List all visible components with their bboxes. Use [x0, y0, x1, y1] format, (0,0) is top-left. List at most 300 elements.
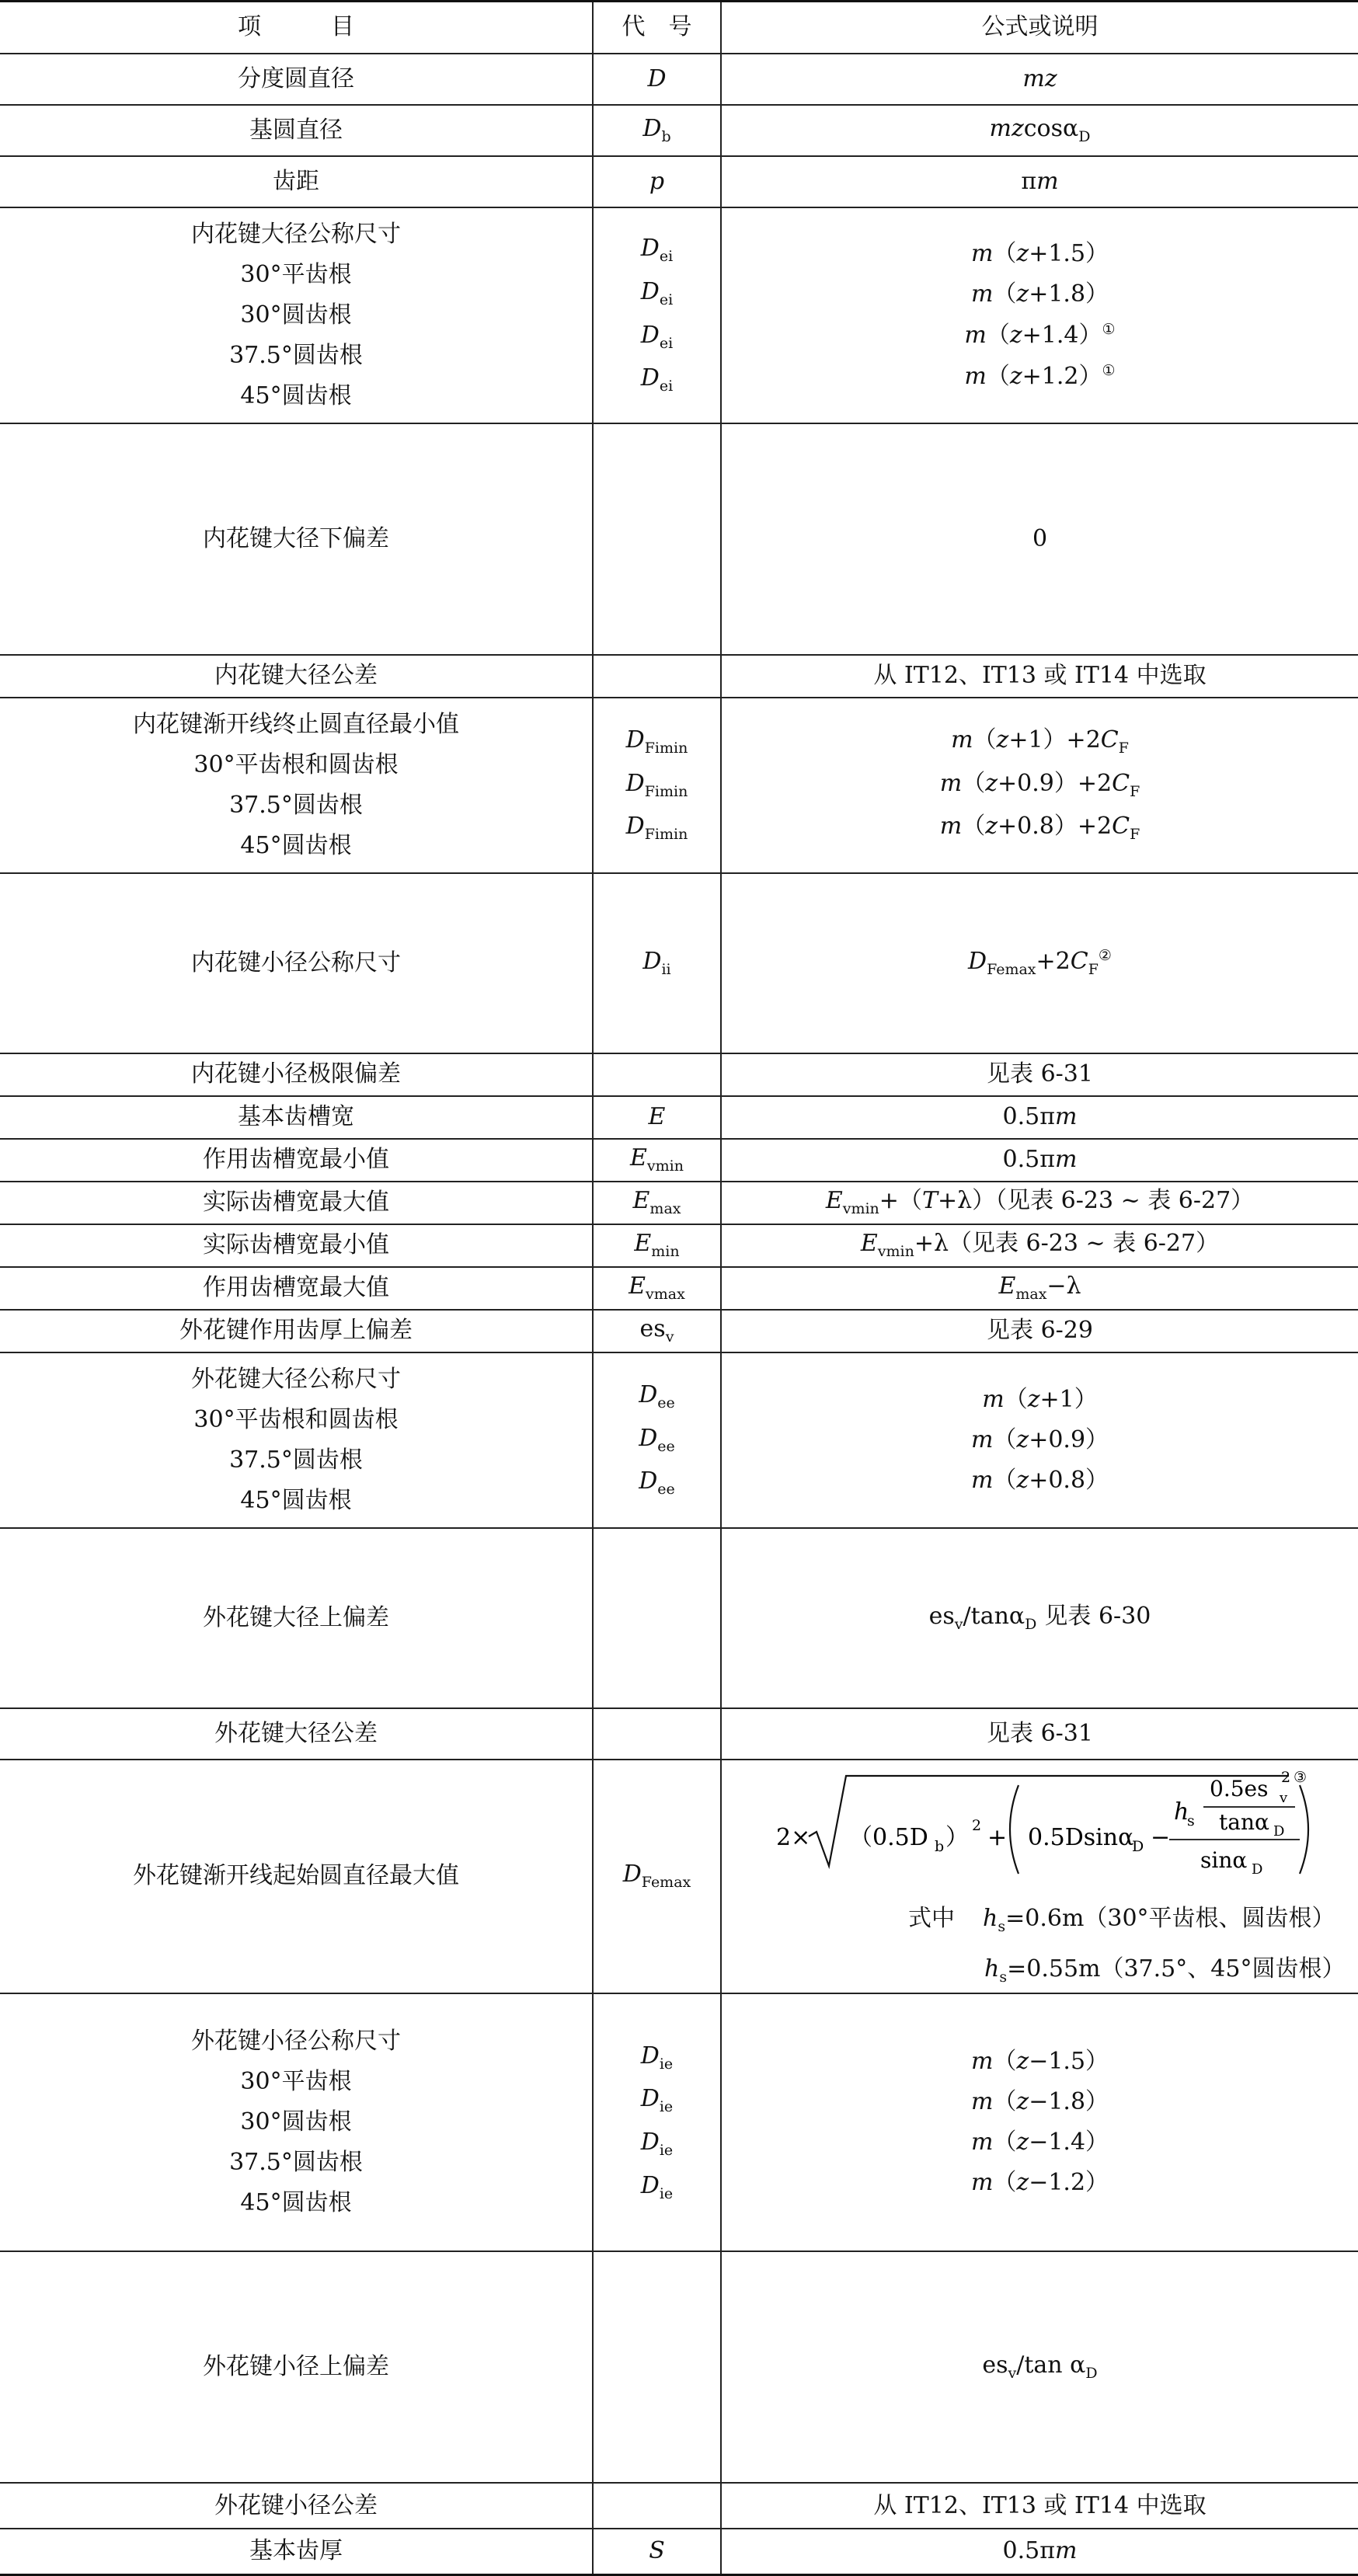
symbol-main: D	[642, 114, 662, 142]
item-cell	[0, 423, 593, 655]
table-row	[0, 423, 1358, 655]
symbol	[594, 1425, 720, 1456]
item-subitem: 30°平齿根	[240, 2068, 352, 2096]
symbol-subscript: ei	[659, 247, 674, 265]
symbol-cell	[593, 105, 721, 156]
symbol-subscript: ee	[657, 1437, 675, 1455]
table-row	[0, 2529, 1358, 2574]
item-cell	[0, 1053, 593, 1096]
symbol-main: D	[640, 364, 660, 392]
formula-cell	[721, 1182, 1358, 1224]
item-subitem: 37.5°圆齿根	[229, 791, 363, 819]
table-row	[0, 1352, 1358, 1528]
num-h-sub: s	[1186, 1812, 1195, 1829]
note-prefix: 式中	[908, 1904, 955, 1932]
formula-part-a-subscript: Femax	[987, 961, 1036, 979]
item-cell	[0, 1310, 593, 1352]
formula-subscript: F	[1130, 782, 1140, 800]
table-row	[0, 1096, 1358, 1139]
symbol-main: E	[630, 1144, 647, 1172]
formula-note	[908, 1905, 1358, 1936]
item-cell	[0, 1993, 593, 2251]
item-subitem: 30°平齿根	[240, 260, 352, 288]
item-name: 外花键小径公差	[214, 2491, 378, 2519]
symbol	[594, 2042, 720, 2073]
formula-cell	[721, 1267, 1358, 1310]
formula-part-b: /tanα	[963, 1602, 1025, 1630]
symbol-cell	[593, 54, 721, 105]
table-row	[0, 1528, 1358, 1708]
symbol-main: D	[625, 813, 645, 841]
formula-cell	[721, 2529, 1358, 2574]
item-cell	[0, 2529, 593, 2574]
item-name: 实际齿槽宽最小值	[203, 1231, 389, 1258]
header-formula: 公式或说明	[721, 2, 1358, 54]
formula-cell	[721, 1053, 1358, 1096]
symbol-main: D	[640, 321, 660, 349]
formula-line	[722, 2088, 1358, 2116]
formula-text: 0.5πm	[1002, 1146, 1078, 1173]
symbol-subscript: Fimin	[644, 739, 688, 757]
formula-subscript: D	[1078, 127, 1091, 145]
symbol	[594, 278, 720, 309]
symbol-main: D	[640, 2085, 660, 2113]
formula-cell	[721, 1760, 1358, 1994]
item-cell	[0, 2483, 593, 2529]
formula-part-b-subscript: F	[1088, 961, 1099, 979]
symbol-subscript: b	[661, 127, 671, 145]
formula-cell	[721, 655, 1358, 698]
item-cell	[0, 105, 593, 156]
symbol	[649, 1103, 666, 1130]
symbol	[594, 2129, 720, 2160]
symbol-main: D	[640, 234, 660, 262]
item-cell	[0, 54, 593, 105]
note-text: $h_s=0.6m(30^\circ$平齿根、圆齿根）	[983, 1904, 1335, 1935]
num-top-sub: v	[1279, 1789, 1287, 1806]
formula-text: m（z+0.8）	[970, 1466, 1109, 1494]
formula-text: mzcosα	[989, 114, 1079, 142]
symbol	[622, 1861, 691, 1892]
table-row	[0, 655, 1358, 698]
formula-text: 从 IT12、IT13 或 IT14 中选取	[873, 662, 1207, 689]
formula-text: m（z−1.8）	[970, 2088, 1109, 2116]
formula-cell	[721, 1528, 1358, 1708]
item-cell	[0, 1096, 593, 1139]
major-diameter-formula	[768, 1771, 1312, 1888]
item-cell	[0, 1352, 593, 1528]
symbol-cell	[593, 698, 721, 873]
item-title: 内花键渐开线终止圆直径最小值	[133, 710, 459, 738]
formula-part-a: E	[860, 1230, 878, 1258]
formula-part-c: 见表 6-30	[1044, 1602, 1151, 1630]
symbol-cell	[593, 1096, 721, 1139]
symbol	[594, 770, 720, 801]
item-subitem: 30°圆齿根	[240, 301, 352, 329]
formula-part-b: −λ	[1046, 1272, 1081, 1300]
symbol	[594, 2172, 720, 2203]
symbol	[649, 2537, 665, 2564]
item-cell	[0, 1182, 593, 1224]
symbol	[642, 947, 671, 978]
formula-cell	[721, 1224, 1358, 1267]
formula-cell	[721, 873, 1358, 1053]
table-row	[0, 698, 1358, 873]
formula-cell	[721, 1139, 1358, 1182]
item-name: 外花键小径上偏差	[203, 2353, 389, 2381]
symbol-cell	[593, 873, 721, 1053]
item-cell	[0, 1224, 593, 1267]
item-cell	[0, 1708, 593, 1760]
formula-cell	[721, 698, 1358, 873]
formula-text: πm	[1021, 167, 1059, 195]
symbol-main: E	[629, 1272, 646, 1300]
symbol	[594, 813, 720, 844]
item-subitem: 37.5°圆齿根	[229, 341, 363, 369]
table-row	[0, 156, 1358, 207]
formula-text: 0.5πm	[1002, 2537, 1078, 2565]
footnote-mark: ③	[1293, 1770, 1307, 1786]
formula-footnote: ②	[1098, 947, 1112, 965]
item-title: 内花键大径公称尺寸	[191, 220, 401, 248]
formula-footnote: ①	[1102, 361, 1116, 379]
table-row	[0, 1053, 1358, 1096]
symbol-main: D	[640, 2042, 660, 2070]
formula-text: m（z+0.9）+2C	[939, 769, 1130, 797]
symbol-cell	[593, 1224, 721, 1267]
item-name: 内花键小径公称尺寸	[191, 949, 401, 976]
formula-part-b: /tan α	[1016, 2351, 1086, 2379]
symbol-subscript: ie	[659, 2098, 674, 2116]
formula-text: m（z−1.4）	[970, 2129, 1109, 2157]
formula-line	[722, 770, 1358, 801]
item-name: 内花键小径极限偏差	[191, 1060, 401, 1088]
table-row	[0, 1993, 1358, 2251]
symbol-main: D	[639, 1467, 658, 1495]
formula-line	[722, 2169, 1358, 2197]
table-row	[0, 207, 1358, 423]
item-cell	[0, 156, 593, 207]
formula-line	[722, 2048, 1358, 2076]
symbol-cell	[593, 2483, 721, 2529]
symbol	[634, 1230, 680, 1261]
symbol-subscript: Fimin	[644, 782, 688, 800]
num-bottom: tanα	[1218, 1808, 1269, 1835]
symbol-cell	[593, 1528, 721, 1708]
formula-part-a: E	[998, 1272, 1016, 1300]
paren-left	[1010, 1785, 1018, 1874]
formula-text: 见表 6-29	[987, 1317, 1093, 1344]
formula-cell	[721, 1708, 1358, 1760]
symbol-main: D	[642, 947, 662, 975]
symbol-main: D	[639, 1380, 658, 1408]
symbol-subscript: min	[651, 1243, 680, 1261]
symbol	[594, 2085, 720, 2116]
formula-part-a-subscript: v	[954, 1615, 963, 1633]
item-cell	[0, 698, 593, 873]
symbol	[639, 1315, 674, 1346]
table-row	[0, 54, 1358, 105]
num-h: h	[1173, 1798, 1189, 1826]
table-row	[0, 1760, 1358, 1994]
table-row	[0, 105, 1358, 156]
item-name: 外花键大径公差	[214, 1719, 378, 1747]
table-row	[0, 1182, 1358, 1224]
paren-right	[1300, 1785, 1308, 1874]
symbol-subscript: ee	[657, 1481, 675, 1499]
item-name: 内花键大径下偏差	[203, 524, 389, 552]
formula-note	[984, 1955, 1358, 1986]
formula-part-a: es	[982, 2351, 1008, 2379]
num-bottom-sub: D	[1273, 1822, 1284, 1840]
term-b-sub: D	[1131, 1837, 1144, 1855]
formula-line	[722, 726, 1358, 757]
term-a-sq: 2	[971, 1816, 981, 1834]
symbol-main: D	[640, 2171, 660, 2199]
formula-text: m（z+1）	[982, 1385, 1098, 1413]
term-a-sub: b	[934, 1837, 944, 1855]
item-title: 外花键小径公称尺寸	[191, 2028, 401, 2056]
symbol-main: D	[625, 726, 645, 754]
symbol-cell	[593, 1708, 721, 1760]
symbol-subscript: ii	[661, 960, 671, 978]
symbol-main: E	[634, 1230, 652, 1258]
item-cell	[0, 1760, 593, 1994]
symbol-subscript: vmin	[646, 1157, 684, 1175]
formula-cell	[721, 1096, 1358, 1139]
formula-text: 0.5πm	[1002, 1103, 1078, 1130]
item-name: 实际齿槽宽最大值	[203, 1189, 389, 1216]
formula-text: m（z+1）+2C	[951, 726, 1119, 754]
header-code: 代 号	[593, 2, 721, 54]
item-cell	[0, 1267, 593, 1310]
symbol-cell	[593, 2251, 721, 2483]
symbol-main: E	[632, 1187, 650, 1215]
formula-line	[722, 240, 1358, 268]
formula-part-b: +（T+λ）（见表 6-23 ~ 表 6-27）	[879, 1187, 1255, 1215]
symbol-cell	[593, 1139, 721, 1182]
den-sub: D	[1251, 1861, 1262, 1878]
item-cell	[0, 1139, 593, 1182]
formula-footnote: ①	[1102, 320, 1116, 338]
item-cell	[0, 2251, 593, 2483]
symbol-cell	[593, 1182, 721, 1224]
formula-part-a: es	[928, 1602, 955, 1630]
symbol-main: D	[639, 1424, 658, 1452]
formula-text: m（z+0.9）	[970, 1426, 1109, 1453]
symbol-cell	[593, 156, 721, 207]
symbol-main: E	[648, 1103, 666, 1130]
formula-cell	[721, 1352, 1358, 1528]
symbol-subscript: vmax	[646, 1286, 685, 1304]
formula-line	[722, 1426, 1358, 1454]
symbol-cell	[593, 1760, 721, 1994]
formula-line	[722, 362, 1358, 391]
item-name: 作用齿槽宽最大值	[203, 1274, 389, 1301]
symbol-subscript: ie	[659, 2055, 674, 2073]
symbol-main: es	[639, 1315, 666, 1343]
item-title: 外花键大径公称尺寸	[191, 1365, 401, 1393]
symbol	[594, 322, 720, 353]
formula-cell	[721, 54, 1358, 105]
formula-cell	[721, 105, 1358, 156]
formula-text: m（z+0.8）+2C	[939, 813, 1130, 841]
item-subitem: 45°圆齿根	[240, 2189, 352, 2217]
formula-cell	[721, 423, 1358, 655]
formula-text: mz	[1022, 64, 1057, 92]
formula-cell	[721, 2483, 1358, 2529]
formula-part-b-subscript: D	[1025, 1615, 1037, 1633]
formula-text: 0	[1032, 524, 1048, 552]
item-cell	[0, 873, 593, 1053]
symbol	[594, 235, 720, 266]
symbol-main: p	[649, 167, 665, 195]
item-name: 外花键大径上偏差	[203, 1603, 389, 1631]
formula-part-b-subscript: D	[1085, 2365, 1098, 2383]
symbol-cell	[593, 655, 721, 698]
table-row	[0, 1267, 1358, 1310]
item-name: 分度圆直径	[238, 64, 354, 92]
symbol-main: D	[625, 769, 645, 797]
symbol-cell	[593, 1310, 721, 1352]
symbol-main: D	[640, 2129, 660, 2157]
formula-part-b: +λ（见表 6-23 ~ 表 6-27）	[914, 1230, 1220, 1258]
item-name: 齿距	[273, 167, 319, 195]
item-subitem: 30°平齿根和圆齿根	[193, 1405, 399, 1433]
term-a-end: ）	[945, 1823, 969, 1851]
symbol	[594, 1467, 720, 1499]
symbol-main: D	[640, 277, 660, 305]
table-row	[0, 1708, 1358, 1760]
item-name: 作用齿槽宽最小值	[203, 1146, 389, 1173]
symbol-cell	[593, 1267, 721, 1310]
term-a: （0.5D	[848, 1823, 928, 1851]
item-subitem: 45°圆齿根	[240, 381, 352, 409]
symbol	[594, 364, 720, 395]
item-subitem: 45°圆齿根	[240, 831, 352, 859]
symbol-cell	[593, 2529, 721, 2574]
table-row	[0, 1224, 1358, 1267]
formula-part-b: +2C	[1036, 948, 1088, 976]
symbol-main: S	[649, 2537, 665, 2565]
item-subitem: 37.5°圆齿根	[229, 2149, 363, 2177]
symbol-subscript: ei	[659, 378, 674, 395]
symbol-main: D	[647, 64, 667, 92]
symbol-cell	[593, 1053, 721, 1096]
formula-text: m（z−1.2）	[970, 2169, 1109, 2197]
formula-cell	[721, 156, 1358, 207]
formula-line	[722, 321, 1358, 350]
symbol-cell	[593, 1352, 721, 1528]
formula-cell	[721, 207, 1358, 423]
formula-subscript: F	[1130, 826, 1140, 844]
formula-text: 见表 6-31	[987, 1060, 1093, 1088]
formula-text: m（z−1.5）	[970, 2048, 1109, 2076]
formula-line	[722, 813, 1358, 844]
item-subitem: 45°圆齿根	[240, 1486, 352, 1514]
item-cell	[0, 1528, 593, 1708]
symbol-subscript: Fimin	[644, 826, 688, 844]
formula-line	[722, 2129, 1358, 2157]
symbol	[642, 114, 671, 145]
item-cell	[0, 207, 593, 423]
symbol-subscript: v	[665, 1328, 674, 1346]
formula-part-a: E	[825, 1187, 843, 1215]
symbol	[594, 1381, 720, 1412]
formula-line	[722, 1467, 1358, 1495]
coef: 2×	[775, 1823, 810, 1851]
formula-text: m（z+1.2）	[964, 362, 1102, 390]
formula-part-a-subscript: max	[1015, 1286, 1047, 1304]
plus-sign: +	[987, 1823, 1007, 1851]
item-name: 基本齿槽宽	[238, 1103, 354, 1130]
formula-text: m（z+1.4）	[964, 321, 1102, 349]
item-subitem: 30°圆齿根	[240, 2108, 352, 2136]
symbol-cell	[593, 423, 721, 655]
item-subitem: 30°平齿根和圆齿根	[193, 750, 399, 778]
table-header-row	[0, 2, 1358, 54]
symbol	[629, 1272, 685, 1304]
item-name: 基本齿厚	[249, 2537, 343, 2565]
table-row	[0, 873, 1358, 1053]
header-item: 项 目	[0, 2, 593, 54]
minus-sign: −	[1150, 1823, 1170, 1851]
formula-cell	[721, 2251, 1358, 2483]
symbol	[649, 168, 664, 195]
den: sinα	[1200, 1847, 1247, 1873]
formula-text: m（z+1.5）	[970, 239, 1109, 267]
item-name: 外花键渐开线起始圆直径最大值	[133, 1862, 459, 1890]
symbol	[594, 726, 720, 757]
outer-sup: 2	[1280, 1770, 1290, 1786]
formula-part-a-subscript: vmin	[842, 1200, 879, 1218]
item-subitem: 37.5°圆齿根	[229, 1446, 363, 1474]
symbol-main: D	[622, 1861, 642, 1888]
formula-part-a-subscript: v	[1008, 2365, 1017, 2383]
symbol-subscript: ie	[659, 2142, 674, 2160]
item-name: 外花键作用齿厚上偏差	[179, 1317, 413, 1344]
symbol-subscript: ei	[659, 291, 674, 308]
item-name: 内花键大径公差	[214, 662, 378, 689]
table-row	[0, 2251, 1358, 2483]
note-text: $h_s=0.55m(37.5^\circ$、45°圆齿根）	[984, 1955, 1346, 1986]
symbol	[630, 1144, 684, 1175]
table-row	[0, 2483, 1358, 2529]
symbol	[632, 1187, 681, 1218]
symbol-subscript: ee	[657, 1394, 675, 1412]
formula-part-a-subscript: vmin	[877, 1243, 914, 1261]
table-row	[0, 1139, 1358, 1182]
symbol-subscript: ei	[659, 334, 674, 352]
formula-text: 从 IT12、IT13 或 IT14 中选取	[873, 2491, 1207, 2519]
num-top: 0.5es	[1209, 1775, 1268, 1801]
symbol-subscript: Femax	[641, 1874, 691, 1892]
item-cell	[0, 655, 593, 698]
symbol	[647, 65, 666, 92]
symbol-subscript: max	[649, 1200, 681, 1218]
formula-subscript: F	[1118, 739, 1129, 757]
formula-cell	[721, 1310, 1358, 1352]
formula-text: m（z+1.8）	[970, 280, 1109, 308]
symbol-cell	[593, 207, 721, 423]
formula-cell	[721, 1993, 1358, 2251]
table-row	[0, 1310, 1358, 1352]
formula-line	[722, 280, 1358, 308]
formula-line	[722, 1386, 1358, 1414]
symbol-subscript: ie	[659, 2184, 674, 2202]
item-name: 基圆直径	[249, 116, 343, 144]
formula-text: 见表 6-31	[987, 1719, 1093, 1747]
